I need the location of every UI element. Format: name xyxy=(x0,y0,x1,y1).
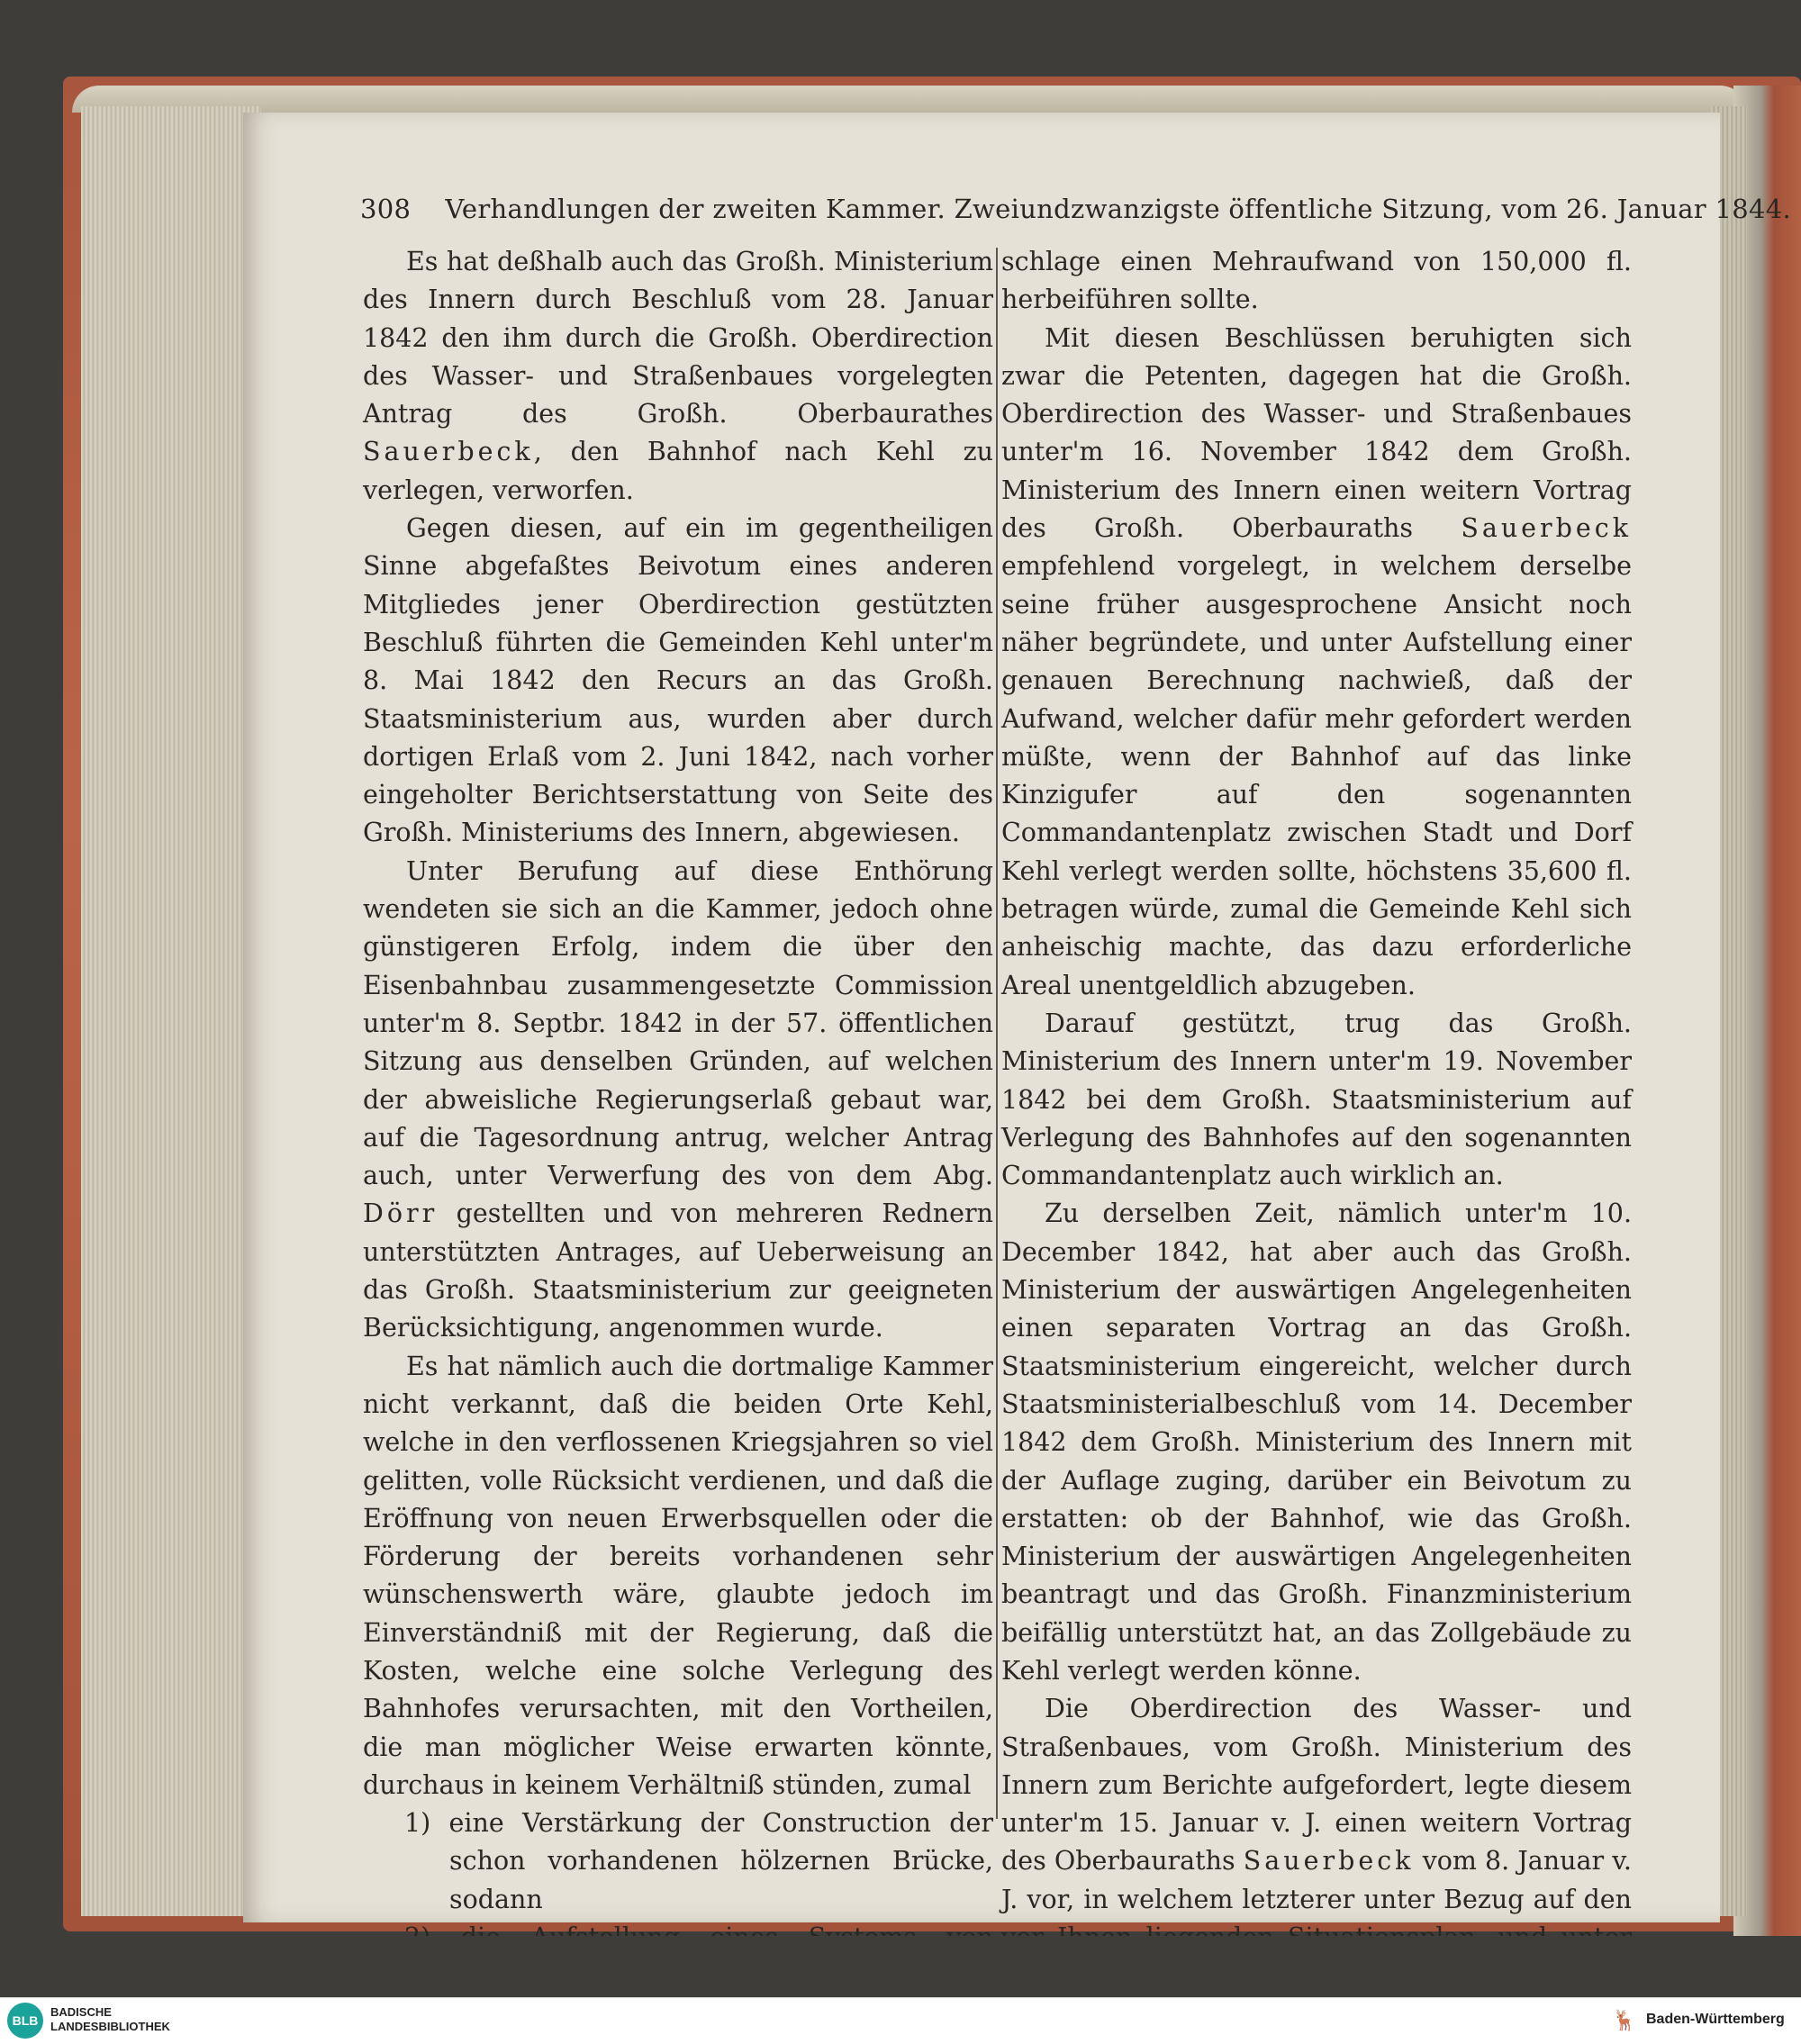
paragraph: Es hat deßhalb auch das Großh. Ministerium des Innern durch Beschluß vom 28. Januar 1842 den ihm durch die Großh. Oberdirection des Wasser- und Straßenbaues vorgelegten Antrag des Großh. Oberbaurathes Sauerbeck, den Bahnhof nach Kehl zu verlegen, verworfen. xyxy=(363,247,993,505)
person-name: Dörr xyxy=(363,1198,439,1229)
list-item: 1) eine Verstärkung der Construction der schon vorhandenen hölzernen Brücke, sodann xyxy=(404,1808,993,1914)
page-stack-left xyxy=(81,106,261,1916)
running-header xyxy=(360,194,1791,230)
footer-bar xyxy=(0,1997,1801,2044)
paragraph: Darauf gestützt, trug das Großh. Ministerium des Innern unter'm 19. November 1842 bei dem Großh. Staatsministerium auf Verlegung des Bahnhofes auf den sogenannten Commandantenplatz auch wirklich an. xyxy=(1001,1008,1632,1191)
paragraph: Mit diesen Beschlüssen beruhigten sich zwar die Petenten, dagegen hat die Großh. Oberdirection des Wasser- und Straßenbaues unter'm 16. November 1842 dem Großh. Ministerium des Innern einen weitern Vortrag des Großh. Oberbauraths Sauerbeck empfehlend vorgelegt, in welchem derselbe seine früher ausgesprochene Ansicht noch näher begründete, und unter Aufstellung einer genauen Berechnung nachwieß, daß der Aufwand, welcher dafür mehr gefordert werden müßte, wenn der Bahnhof auf das linke Kinzigufer auf den sogenannten Commandantenplatz zwischen Stadt und Dorf Kehl verlegt werden sollte, höchstens 35,600 fl. betragen würde, zumal die Gemeinde Kehl sich anheischig machte, das dazu erforderliche Areal unentgeldlich abzugeben. xyxy=(1001,322,1633,1000)
right-column xyxy=(1001,243,1632,1997)
paragraph: Die Oberdirection des Wasser- und Straßenbaues, vom Großh. Ministerium des Innern zum Berichte aufgefordert, legte diesem unter'm 15. Januar v. J. einen weitern Vortrag des Oberbauraths Sauerbeck vom 8. Januar v. J. vor, in welchem letzterer unter Bezug auf den xyxy=(1001,1694,1632,1914)
running-title: Verhandlungen der zweiten Kammer. Zweiundzwanzigste öffentliche Sitzung, vom 26. Januar 1844. xyxy=(445,194,1791,224)
person-name: Sauerbeck xyxy=(1243,1846,1415,1877)
blb-logo-icon[interactable]: BLB xyxy=(7,2003,43,2039)
column-divider xyxy=(996,248,998,1819)
paragraph: Unter Berufung auf diese Enthörung wendeten sie sich an die Kammer, jedoch ohne günstigeren Erfolg, indem die über den Eisenbahnbau zusammengesetzte Commission unter'm 8. Septbr. 1842 in der 57. öffentlichen Sitzung aus denselben Gründen, auf welchen der abweisliche Regierungserlaß gebaut war, auf die Tagesordnung antrug, welcher Antrag auch, unter Verwerfung des von dem Abg. Dörr gestellten und von mehreren Rednern unterstützten Antrages, auf Ueberweisung an das Großh. Staatsministerium zur geeigneten Berücksichtigung, angenommen wurde. xyxy=(363,855,993,1343)
paragraph: Gegen diesen, auf ein im gegentheiligen Sinne abgefaßtes Beivotum eines anderen Mitgliedes jener Oberdirection gestützten Beschluß führten die Gemeinden Kehl unter'm 8. Mai 1842 den Recurs an das Großh. Staatsministerium aus, wurden aber durch dortigen Erlaß vom 2. Juni 1842, nach vorher eingeholter Berichtserstattung von Seite des Großh. Ministeriums des Innern, abgewiesen. xyxy=(363,513,993,848)
person-name: Sauerbeck xyxy=(1461,513,1633,544)
person-name: Sauerbeck xyxy=(363,437,534,467)
book-top-edge xyxy=(72,86,1747,113)
paragraph: Es hat nämlich auch die dortmalige Kammer nicht verkannt, daß die beiden Orte Kehl, welche in den verflossenen Kriegsjahren so viel gelitten, volle Rücksicht verdienen, und daß die Eröffnung von neuen Erwerbsquellen oder die Förderung der bereits vorhandenen sehr wünschenswerth wäre, glaubte jedoch im Einverständniß mit der Regierung, daß die Kosten, welche eine solche Verlegung des Bahnhofes verursachten, mit den Vortheilen, die man möglicher Weise erwarten könnte, durchaus in keinem Verhältniß stünden, zumal xyxy=(363,1351,993,1800)
page-number: 308 xyxy=(360,194,412,224)
scan-background xyxy=(0,1936,1801,1997)
paragraph: schlage einen Mehraufwand von 150,000 fl. herbeiführen sollte. xyxy=(1001,247,1632,315)
state-name[interactable]: Baden-Württemberg xyxy=(1646,2012,1785,2027)
paragraph: Zu derselben Zeit, nämlich unter'm 10. December 1842, hat aber auch das Großh. Ministerium der auswärtigen Angelegenheiten einen separaten Vortrag an das Großh. Staatsministerium eingereicht, welcher durch Staatsministerialbeschluß vom 14. December 1842 dem Großh. Ministerium des Innern mit der Auflage zuging, darüber ein Beivotum zu erstatten: ob der Bahnhof, wie das Großh. Ministerium der auswärtigen Angelegenheiten beantragt und das Großh. Finanzministerium beifällig unterstützt hat, an das Zollgebäude zu Kehl verlegt werden könne. xyxy=(1001,1198,1632,1686)
left-column xyxy=(363,243,993,1997)
coat-of-arms-icon: 🦌 xyxy=(1612,2010,1637,2032)
library-name[interactable]: BADISCHE LANDESBIBLIOTHEK xyxy=(50,2005,170,2033)
